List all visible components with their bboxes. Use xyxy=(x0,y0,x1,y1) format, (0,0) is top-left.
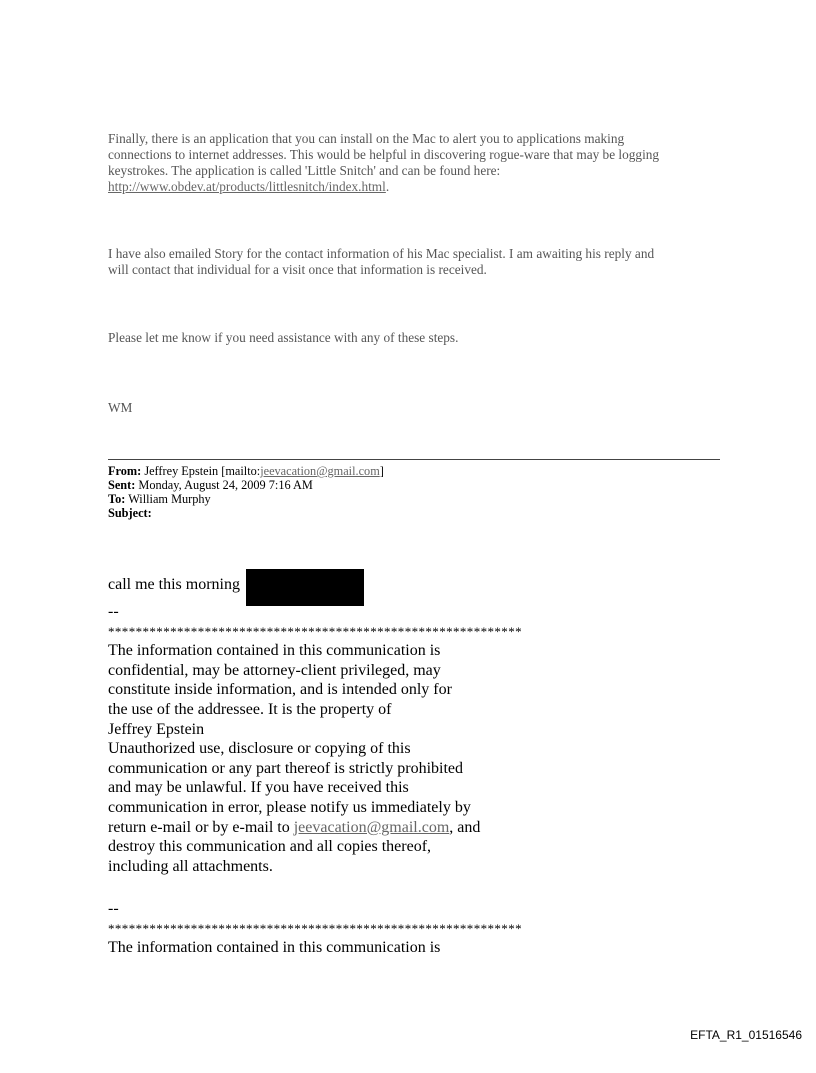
asterisk-line: ************************************************************ xyxy=(108,623,522,639)
quoted-footer xyxy=(108,899,588,958)
redaction-box xyxy=(246,569,364,606)
disclaimer-line: The information contained in this communication is xyxy=(108,642,441,660)
disclaimer-line: destroy this communication and all copies thereof, xyxy=(108,838,432,856)
text-line: will contact that individual for a visit once that information is received. xyxy=(108,262,487,277)
sent-label: Sent: xyxy=(108,478,136,492)
disclaimer-line: the use of the addressee. It is the property of xyxy=(108,700,392,718)
from-label: From: xyxy=(108,464,142,478)
disclaimer-email-link[interactable]: jeevacation@gmail.com xyxy=(293,818,450,836)
disclaimer-line: Unauthorized use, disclosure or copying of this xyxy=(108,740,411,758)
document-id: EFTA_R1_01516546 xyxy=(690,1028,802,1042)
to-label: To: xyxy=(108,492,126,506)
disclaimer-line: and may be unlawful. If you have received this xyxy=(108,779,409,797)
text-line: I have also emailed Story for the contact information of his Mac specialist. I am awaiting his reply and xyxy=(108,246,655,261)
disclaimer-line xyxy=(108,818,588,838)
text-line: connections to internet addresses. This would be helpful in discovering rogue-ware that may be logging xyxy=(108,147,660,162)
sent-line xyxy=(108,478,384,492)
to-value: William Murphy xyxy=(128,492,211,506)
text: return e-mail or by e-mail to xyxy=(108,818,294,836)
to-line xyxy=(108,492,384,506)
email-header xyxy=(108,464,384,520)
separator: -- xyxy=(108,603,119,620)
message-text: call me this morning xyxy=(108,576,240,593)
text-period: . xyxy=(385,179,390,194)
paragraph-mac-specialist xyxy=(108,246,728,278)
divider xyxy=(108,459,720,460)
from-line xyxy=(108,464,384,478)
text: , and xyxy=(449,818,481,836)
text-line: keystrokes. The application is called 'Little Snitch' and can be found here: xyxy=(108,163,501,178)
disclaimer-line: Jeffrey Epstein xyxy=(108,720,205,738)
separator: -- xyxy=(108,900,119,917)
disclaimer-line: constitute inside information, and is intended only for xyxy=(108,681,452,699)
subject-line xyxy=(108,506,384,520)
message-body xyxy=(108,575,588,876)
disclaimer-line: The information contained in this communication is xyxy=(108,939,441,957)
disclaimer-line: communication in error, please notify us immediately by xyxy=(108,798,471,816)
subject-label: Subject: xyxy=(108,506,152,520)
sent-value: Monday, August 24, 2009 7:16 AM xyxy=(138,478,313,492)
asterisk-line: ************************************************************ xyxy=(108,920,522,936)
disclaimer-line: communication or any part thereof is strictly prohibited xyxy=(108,759,464,777)
paragraph-little-snitch xyxy=(108,131,728,195)
disclaimer-line: including all attachments. xyxy=(108,857,273,875)
signature: WM xyxy=(108,400,133,415)
from-value: Jeffrey Epstein [mailto: xyxy=(144,464,261,478)
from-close: ] xyxy=(379,464,384,478)
text-line: Finally, there is an application that you can install on the Mac to alert you to applications making xyxy=(108,131,625,146)
disclaimer-line: confidential, may be attorney-client privileged, may xyxy=(108,661,441,679)
from-email-link[interactable]: jeevacation@gmail.com xyxy=(260,464,380,478)
paragraph-assistance: Please let me know if you need assistance with any of these steps. xyxy=(108,330,459,345)
little-snitch-link[interactable]: http://www.obdev.at/products/littlesnitch/index.html xyxy=(108,179,386,194)
